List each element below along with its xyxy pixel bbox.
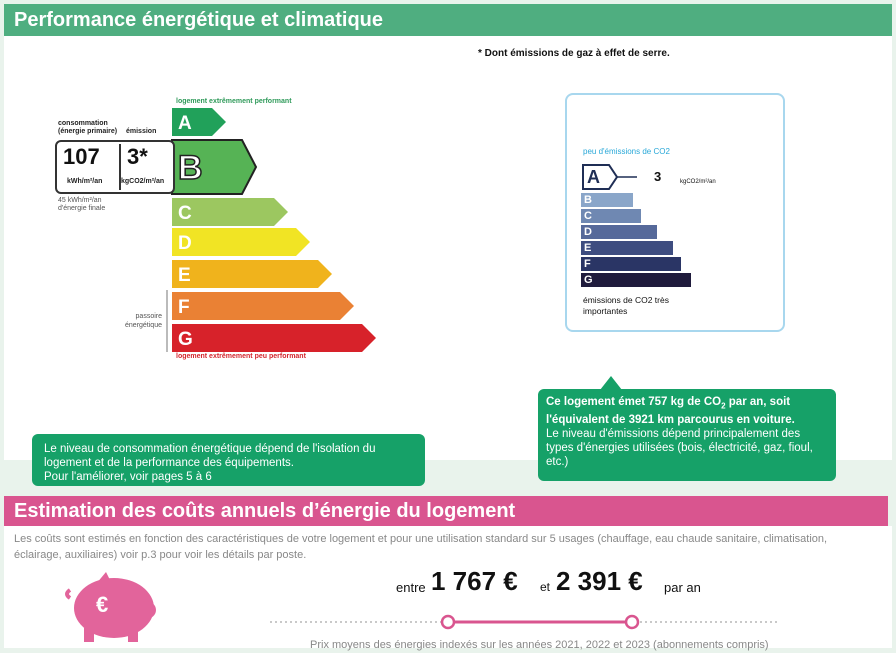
energy-class-letter-g: G bbox=[178, 329, 193, 350]
co2-top-label: peu d'émissions de CO2 bbox=[583, 147, 670, 156]
energy-tip bbox=[32, 434, 425, 486]
energy-class-letter-c: C bbox=[178, 203, 192, 224]
energy-class-letter-a: A bbox=[178, 113, 192, 134]
energy-tip-link: Pour l'améliorer, voir pages 5 à 6 bbox=[44, 471, 212, 483]
cost-footnote: Prix moyens des énergies indexés sur les années 2021, 2022 et 2023 (abonnements compris) bbox=[310, 639, 769, 651]
co2-class-d: D bbox=[581, 225, 657, 239]
emission-unit: kgCO2/m²/an bbox=[121, 178, 165, 185]
energy-tip-text: Le niveau de consommation énergétique dépend de l'isolation du logement et de la performance des équipements. bbox=[44, 443, 376, 469]
energy-class-e bbox=[172, 260, 332, 288]
consumption-value: 107 bbox=[63, 144, 100, 169]
cost-low: 1 767 € bbox=[431, 566, 518, 596]
value-box bbox=[55, 140, 175, 194]
final-energy: 45 kWh/m²/an d'énergie finale bbox=[58, 197, 106, 212]
label-bottom: logement extrêmement peu performant bbox=[176, 353, 306, 360]
cost-entre: entre bbox=[396, 580, 426, 595]
co2-tip-pointer bbox=[600, 376, 622, 390]
co2-current-letter: A bbox=[587, 167, 600, 187]
piggy-bank-icon bbox=[62, 570, 162, 642]
cost-range-slider bbox=[270, 612, 780, 632]
co2-unit: kgCO2/m²/an bbox=[680, 179, 716, 185]
co2-class-c: C bbox=[581, 209, 641, 223]
co2-tip-text: Le niveau d'émissions dépend principalement des types d'énergies utilisées (bois, électricité, gaz, fioul, etc.) bbox=[546, 428, 813, 469]
co2-tip-bold: Ce logement émet 757 kg de $CO_2$ par an, soit l'équivalent de 3921 km parcourus en voiture. bbox=[546, 396, 795, 427]
energy-class-d bbox=[172, 228, 310, 256]
energy-class-f bbox=[172, 292, 354, 320]
co2-class-e: E bbox=[581, 241, 673, 255]
co2-class-g: G bbox=[581, 273, 691, 287]
energy-class-letter-e: E bbox=[178, 265, 191, 286]
energy-class-g bbox=[172, 324, 376, 352]
co2-class-f: F bbox=[581, 257, 681, 271]
consumption-label: consommation (énergie primaire) bbox=[58, 120, 118, 135]
costs-intro: Les coûts sont estimés en fonction des caractéristiques de votre logement et pour une utilisation standard sur 5 usages (chauffage, eau chaude sanitaire, climatisation, éclairage, auxiliaires) voir p.3 pour voir les détails par poste. bbox=[14, 533, 828, 561]
emission-value: 3* bbox=[127, 144, 148, 169]
label-top: logement extrêmement performant bbox=[176, 98, 292, 105]
cost-par-an: par an bbox=[664, 580, 701, 595]
energy-scale bbox=[170, 108, 390, 354]
co2-card bbox=[565, 93, 785, 332]
co2-tip bbox=[538, 389, 836, 481]
energy-class-letter-f: F bbox=[178, 297, 190, 318]
energy-class-letter-d: D bbox=[178, 233, 192, 254]
ghg-note: * Dont émissions de gaz à effet de serre. bbox=[478, 48, 670, 59]
energy-class-letter-b: B bbox=[178, 149, 203, 187]
cost-high: 2 391 € bbox=[556, 566, 643, 596]
section-title-costs: Estimation des coûts annuels d’énergie du logement bbox=[4, 496, 888, 526]
co2-class-b: B bbox=[581, 193, 633, 207]
co2-bottom-label: émissions de CO2 très importantes bbox=[583, 295, 669, 316]
consumption-unit: kWh/m²/an bbox=[67, 178, 103, 185]
passoire-label: passoire énergétique bbox=[125, 313, 162, 329]
cost-et: et bbox=[540, 580, 551, 594]
co2-value: 3 bbox=[654, 169, 662, 184]
section-title-performance: Performance énergétique et climatique bbox=[4, 4, 892, 36]
passoire-bracket bbox=[166, 290, 168, 352]
emission-label: émission bbox=[126, 128, 157, 135]
euro-symbol: € bbox=[96, 592, 109, 617]
